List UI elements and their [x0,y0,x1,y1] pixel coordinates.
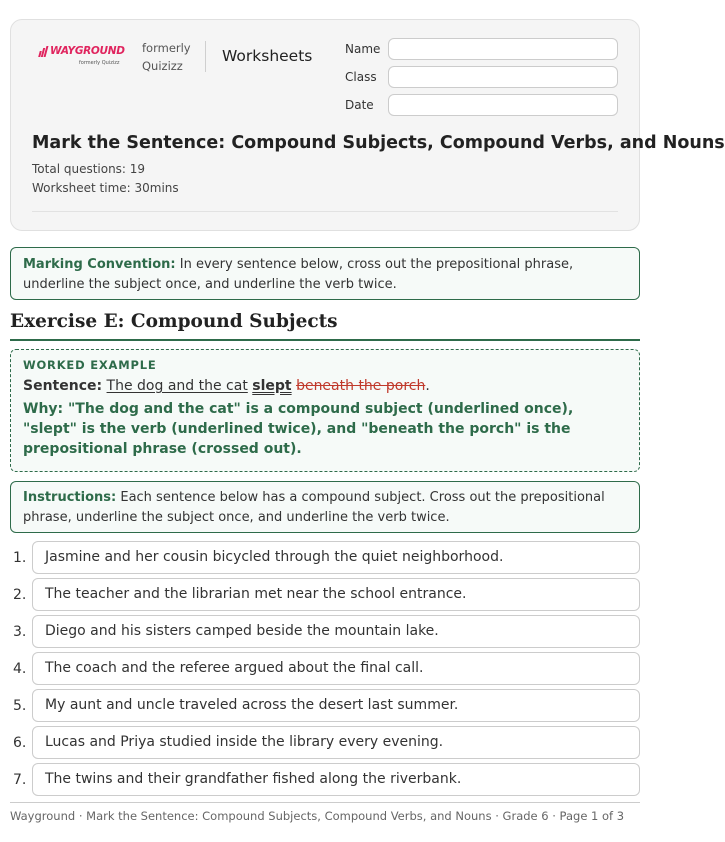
convention-text: In every sentence below, cross out the prepositional phrase, underline the subject once, and underline the verb twice. [23,257,574,292]
formerly-note [142,39,191,75]
question-sentence[interactable]: The coach and the referee argued about the final call. [32,652,640,685]
question-number: 2. [13,587,27,603]
formerly-line-1: formerly [142,41,191,55]
date-label: Date [345,98,374,112]
why-text: "The dog and the cat" is a compound subject (underlined once), "slept" is the verb (underlined twice), and "beneath the porch" is the prepositional phrase (crossed out). [23,401,574,457]
question-sentence[interactable]: The teacher and the librarian met near the school entrance. [32,578,640,611]
question-sentence[interactable]: Diego and his sisters camped beside the mountain lake. [32,615,640,648]
question-number: 1. [13,550,27,566]
class-label: Class [345,70,377,84]
formerly-line-2: Quizizz [142,59,183,73]
convention-label: Marking Convention: [23,257,176,272]
question-number: 3. [13,624,27,640]
question-sentence[interactable]: The twins and their grandfather fished along the riverbank. [32,763,640,796]
worksheets-label: Worksheets [222,47,313,65]
name-field[interactable] [388,38,618,60]
header-divider [205,41,206,72]
example-end-punct: . [425,378,430,394]
sentence-label: Sentence: [23,378,103,394]
instructions-text: Each sentence below has a compound subject. Cross out the prepositional phrase, underline the subject once, and underline the verb twice. [23,490,605,525]
worksheet-header-card [10,19,725,231]
worksheet-title: Mark the Sentence: Compound Subjects, Compound Verbs, and Nouns [32,133,725,153]
question-sentence[interactable]: Lucas and Priya studied inside the library every evening. [32,726,640,759]
footer-rule [10,802,640,803]
instructions-box [10,481,640,533]
page-footer: Wayground · Mark the Sentence: Compound Subjects, Compound Verbs, and Nouns · Grade 6 · Page 1 of 3 [10,809,625,823]
instructions-label: Instructions: [23,490,117,505]
why-label: Why: [23,401,64,417]
example-subject: The dog and the cat [106,378,248,394]
logo-bars-icon [39,46,47,57]
question-number: 7. [13,772,27,788]
exercise-heading-rule [10,339,640,341]
worked-example-sentence [23,378,627,394]
wayground-logo [39,45,129,75]
question-number: 6. [13,735,27,751]
header-rule [32,211,618,212]
total-questions: Total questions: 19 [32,162,146,176]
logo-subtext: formerly Quizizz [79,60,120,66]
question-number: 5. [13,698,27,714]
example-verb: slept [252,378,292,394]
question-number: 4. [13,661,27,677]
question-sentence[interactable]: My aunt and uncle traveled across the desert last summer. [32,689,640,722]
marking-convention-box [10,247,640,300]
worksheet-time: Worksheet time: 30mins [32,181,179,195]
worked-example-box [10,349,640,472]
worked-example-label: WORKED EXAMPLE [23,358,157,372]
logo-wordmark: WAYGROUND [50,45,125,57]
name-label: Name [345,42,381,56]
date-field[interactable] [388,94,618,116]
worked-example-why [23,399,627,459]
exercise-heading: Exercise E: Compound Subjects [10,311,338,332]
example-prep-phrase: beneath the porch [296,378,426,394]
class-field[interactable] [388,66,618,88]
question-sentence[interactable]: Jasmine and her cousin bicycled through the quiet neighborhood. [32,541,640,574]
